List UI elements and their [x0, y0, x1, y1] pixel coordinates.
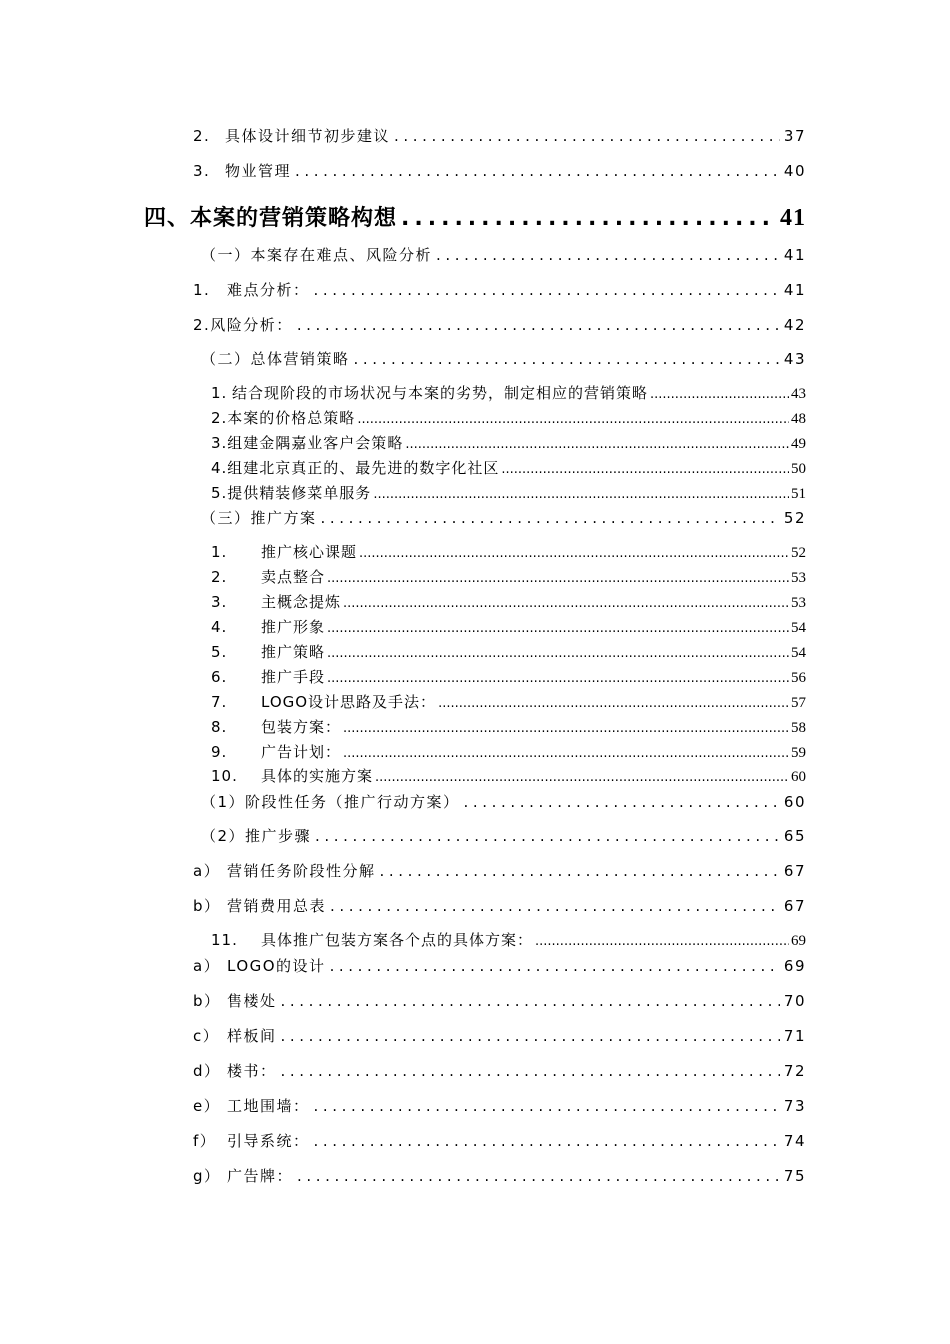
toc-entry-number: 1.	[211, 384, 228, 402]
toc-entry[interactable]	[201, 511, 806, 526]
toc-entry[interactable]	[201, 248, 806, 263]
dot-leader	[297, 1169, 780, 1184]
toc-entry[interactable]	[211, 436, 806, 452]
toc-entry[interactable]	[193, 1169, 806, 1184]
toc-entry-number: 1.	[193, 281, 211, 299]
toc-entry[interactable]	[211, 745, 806, 761]
dot-leader	[327, 570, 789, 585]
toc-entry-page-number: 43	[783, 350, 806, 368]
toc-entry-title: （一）本案存在难点、风险分析	[201, 246, 433, 264]
toc-entry-page-number: 41	[783, 246, 806, 264]
toc-entry-page-number: 57	[791, 695, 806, 711]
toc-entry-title: LOGO的设计	[227, 957, 326, 975]
toc-entry[interactable]	[211, 620, 806, 636]
toc-entry-page-number: 67	[783, 897, 806, 915]
toc-entry-number: d）	[193, 1062, 221, 1080]
toc-entry[interactable]	[193, 1064, 806, 1079]
toc-entry[interactable]	[211, 670, 806, 686]
toc-entry-page-number: 41	[780, 205, 806, 231]
toc-entry-title: 包装方案：	[261, 718, 342, 736]
dot-leader	[281, 1029, 780, 1044]
toc-entry-number: 11.	[211, 931, 238, 949]
toc-entry[interactable]	[193, 1134, 806, 1149]
toc-entry-title: 样板间	[227, 1027, 277, 1045]
toc-entry-number: 5.	[211, 643, 228, 661]
dot-leader	[314, 1134, 780, 1149]
dot-leader	[535, 933, 789, 948]
toc-entry-title: 广告牌：	[227, 1167, 294, 1185]
toc-entry-page-number: 37	[783, 127, 806, 145]
toc-entry-title: 引导系统：	[227, 1132, 310, 1150]
dot-leader	[375, 769, 789, 784]
toc-entry-number: 8.	[211, 718, 228, 736]
toc-entry-title: LOGO设计思路及手法：	[261, 693, 437, 711]
toc-entry-page-number: 56	[791, 670, 806, 686]
toc-entry[interactable]	[193, 129, 806, 144]
dot-leader	[357, 411, 789, 426]
toc-entry-title: 具体设计细节初步建议	[225, 127, 391, 145]
dot-leader	[650, 386, 789, 401]
toc-entry-number: 6.	[211, 668, 228, 686]
toc-entry[interactable]	[144, 206, 806, 230]
dot-leader	[327, 670, 789, 685]
toc-entry-page-number: 48	[791, 411, 806, 427]
toc-entry-number: 1.	[211, 543, 228, 561]
toc-entry-title: 5.提供精装修菜单服务	[211, 484, 372, 502]
toc-entry[interactable]	[211, 595, 806, 611]
toc-entry-number: a）	[193, 957, 221, 975]
toc-entry-title: 营销费用总表	[227, 897, 327, 915]
toc-entry-title: 楼书：	[227, 1062, 277, 1080]
toc-entry[interactable]	[211, 461, 806, 477]
toc-entry[interactable]	[211, 769, 806, 785]
toc-entry-page-number: 50	[791, 461, 806, 477]
toc-entry-number: 2.	[211, 568, 228, 586]
toc-entry-number: 7.	[211, 693, 228, 711]
toc-entry[interactable]	[211, 545, 806, 561]
toc-entry[interactable]	[193, 1029, 806, 1044]
toc-entry-number: 3.	[193, 162, 211, 180]
toc-entry-title: 结合现阶段的市场状况与本案的劣势，制定相应的营销策略	[232, 384, 649, 402]
toc-entry-page-number: 73	[783, 1097, 806, 1115]
toc-entry-number: f）	[193, 1132, 217, 1150]
toc-entry[interactable]	[211, 695, 806, 711]
toc-entry-page-number: 53	[791, 595, 806, 611]
dot-leader	[405, 436, 789, 451]
toc-entry-number: 9.	[211, 743, 228, 761]
dot-leader	[354, 352, 780, 367]
dot-leader	[321, 511, 780, 526]
dot-leader	[330, 959, 780, 974]
toc-entry-title: 推广核心课题	[261, 543, 358, 561]
dot-leader	[330, 899, 780, 914]
toc-entry-page-number: 53	[791, 570, 806, 586]
toc-entry-number: 2.	[193, 127, 211, 145]
toc-entry-title: 4.组建北京真正的、最先进的数字化社区	[211, 459, 500, 477]
toc-entry-page-number: 59	[791, 745, 806, 761]
toc-entry[interactable]	[211, 411, 806, 427]
dot-leader	[343, 745, 789, 760]
toc-entry[interactable]	[211, 386, 806, 402]
toc-entry-title: 售楼处	[227, 992, 277, 1010]
toc-entry[interactable]	[211, 570, 806, 586]
toc-entry-page-number: 49	[791, 436, 806, 452]
dot-leader	[464, 795, 780, 810]
toc-entry-page-number: 69	[783, 957, 806, 975]
toc-entry-number: b）	[193, 992, 221, 1010]
toc-entry-page-number: 71	[783, 1027, 806, 1045]
toc-entry-number: 3.	[211, 593, 228, 611]
dot-leader	[394, 129, 780, 144]
toc-entry-page-number: 42	[783, 316, 806, 334]
toc-entry-page-number: 72	[783, 1062, 806, 1080]
dot-leader	[295, 164, 780, 179]
toc-entry-page-number: 54	[791, 620, 806, 636]
dot-leader	[327, 620, 789, 635]
toc-entry-page-number: 65	[783, 827, 806, 845]
toc-entry-title: 具体的实施方案	[261, 767, 374, 785]
toc-entry[interactable]	[193, 283, 806, 298]
dot-leader	[314, 1099, 780, 1114]
toc-entry-page-number: 60	[783, 793, 806, 811]
toc-entry-page-number: 54	[791, 645, 806, 661]
toc-entry-page-number: 43	[791, 386, 806, 402]
dot-leader	[297, 318, 780, 333]
toc-entry[interactable]	[211, 933, 806, 949]
toc-entry-title: 四、本案的营销策略构想	[144, 206, 398, 231]
toc-entry-page-number: 58	[791, 720, 806, 736]
toc-entry-number: e）	[193, 1097, 221, 1115]
toc-entry[interactable]	[211, 486, 806, 502]
toc-entry-title: 卖点整合	[261, 568, 326, 586]
toc-entry-page-number: 75	[783, 1167, 806, 1185]
toc-entry-number: g）	[193, 1167, 221, 1185]
toc-entry-title: 推广手段	[261, 668, 326, 686]
toc-entry-page-number: 69	[791, 933, 806, 949]
toc-entry[interactable]	[201, 829, 806, 844]
toc-entry[interactable]	[193, 864, 806, 879]
toc-entry[interactable]	[193, 959, 806, 974]
dot-leader	[343, 595, 789, 610]
dot-leader	[281, 1064, 780, 1079]
toc-entry-title: （1）阶段性任务（推广行动方案）	[201, 793, 460, 811]
dot-leader	[359, 545, 789, 560]
dot-leader	[401, 208, 776, 230]
toc-entry-number: 4.	[211, 618, 228, 636]
toc-entry-title: 广告计划：	[261, 743, 342, 761]
toc-entry-title: 主概念提炼	[261, 593, 342, 611]
toc-entry-page-number: 67	[783, 862, 806, 880]
toc-entry-title: （三）推广方案	[201, 509, 317, 527]
toc-entry-title: 推广形象	[261, 618, 326, 636]
toc-entry-page-number: 40	[783, 162, 806, 180]
toc-entry-number: c）	[193, 1027, 220, 1045]
dot-leader	[373, 486, 789, 501]
toc-entry-title: （2）推广步骤	[201, 827, 312, 845]
toc-entry-page-number: 52	[791, 545, 806, 561]
dot-leader	[314, 283, 780, 298]
toc-entry-page-number: 70	[783, 992, 806, 1010]
toc-entry-title: 营销任务阶段性分解	[227, 862, 376, 880]
toc-entry-page-number: 52	[783, 509, 806, 527]
toc-entry-title: 难点分析：	[227, 281, 310, 299]
toc-entry-title: 推广策略	[261, 643, 326, 661]
toc-entry[interactable]	[193, 164, 806, 179]
toc-entry-page-number: 51	[791, 486, 806, 502]
toc-entry[interactable]	[211, 720, 806, 736]
toc-entry[interactable]	[211, 645, 806, 661]
toc-entry-title: 物业管理	[225, 162, 292, 180]
toc-entry-page-number: 74	[783, 1132, 806, 1150]
dot-leader	[281, 994, 780, 1009]
dot-leader	[315, 829, 780, 844]
dot-leader	[436, 248, 780, 263]
toc-entry[interactable]	[193, 994, 806, 1009]
toc-entry-title: 工地围墙：	[227, 1097, 310, 1115]
toc-entry-title: 2.本案的价格总策略	[211, 409, 356, 427]
toc-entry[interactable]	[201, 352, 806, 367]
dot-leader	[380, 864, 780, 879]
dot-leader	[343, 720, 789, 735]
dot-leader	[438, 695, 789, 710]
toc-entry-title: 2.风险分析：	[193, 316, 293, 334]
toc-entry-number: 10.	[211, 767, 238, 785]
toc-entry-page-number: 60	[791, 769, 806, 785]
toc-entry[interactable]	[193, 899, 806, 914]
toc-entry-page-number: 41	[783, 281, 806, 299]
toc-entry-title: 具体推广包装方案各个点的具体方案：	[261, 931, 534, 949]
toc-entry-number: b）	[193, 897, 221, 915]
dot-leader	[327, 645, 789, 660]
toc-entry[interactable]	[193, 1099, 806, 1114]
toc-entry-title: （二）总体营销策略	[201, 350, 350, 368]
dot-leader	[501, 461, 789, 476]
toc-entry[interactable]	[193, 318, 806, 333]
toc-entry-title: 3.组建金隅嘉业客户会策略	[211, 434, 404, 452]
toc-entry[interactable]	[201, 795, 806, 810]
toc-entry-number: a）	[193, 862, 221, 880]
